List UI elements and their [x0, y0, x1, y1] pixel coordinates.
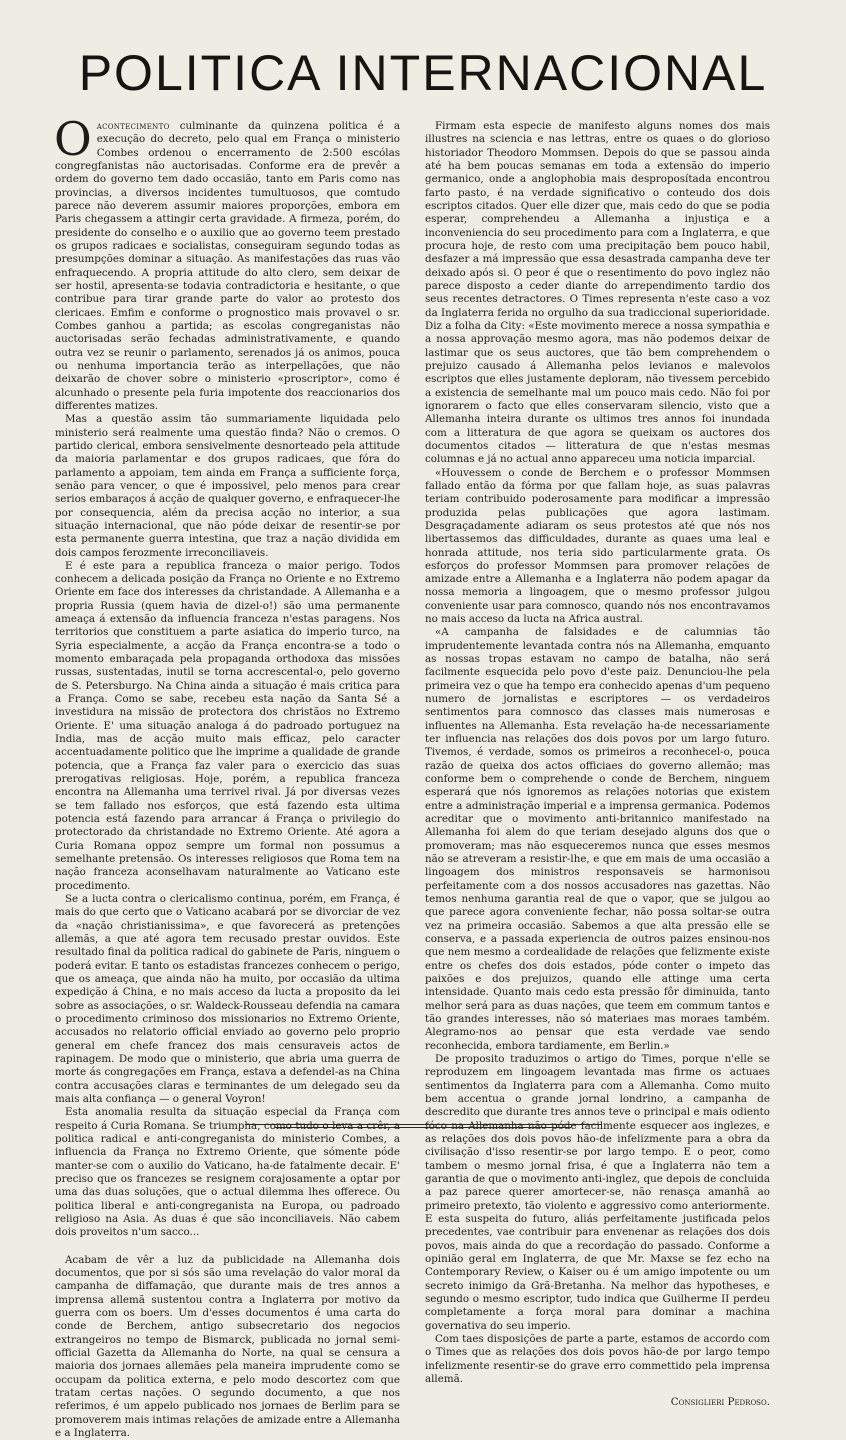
- author-signature: Consiglieri Pedroso.: [670, 1396, 770, 1409]
- paragraph: E é este para a republica franceza o maior perigo. Todos conhecem a delicada posição da França no Oriente e no Extremo Oriente em face dos interesses da christandade. A Allemanha e a propria Russia (quem havia de dizel-o!) são uma permanente ameaça á extensão da influencia franceza n'estas paragens. Nos territorios que constituem a parte asiatica do imperio turco, na Syria especialmente, a acção da França encontra-se a todo o momento embaraçada pela propaganda orthodoxa das missões russas, sustentadas, inutil se torna accrescental-o, pelo governo de S. Petersburgo. Na China ainda a situação é mais critica para a França. Como se sabe, recebeu esta nação da Santa Sé a investidura na missão de protectora dos christãos no Extremo Oriente. E' uma situação analoga á do padroado portuguez na India, mas de acção muito mais efficaz, pelo caracter accentuadamente politico que lhe imprime a qualidade de grande potencia, que a França faz valer para o exercicio das suas prerogativas religiosas. Hoje, porém, a republica franceza encontra na Allemanha uma terrivel rival. Já por diversas vezes se tem fallado nos esforços, que está fazendo esta ultima potencia está fazendo para arrancar á França o privilegio do protectorado da christandade no Extremo Oriente. Até agora a Curia Romana oppoz sempre um formal non possumus a semelhante pretensão. Os interesses religiosos que Roma tem na nação franceza aconselhavam naturalmente ao Vaticano este procedimento.: [55, 559, 400, 892]
- right-column: [425, 120, 770, 1409]
- paragraph: Acabam de vêr a luz da publicidade na Allemanha dois documentos, que por si sós são uma revelação do valor moral da campanha de diffamação, que durante mais de tres annos a imprensa allemã sustentou contra a Inglaterra por motivo da guerra com os boers. Um d'esses documentos é uma carta do conde de Berchem, antigo subsecretario dos negocios extrangeiros no tempo de Bismarck, publicada no jornal semi-official Gazetta da Allemanha do Norte, na qual se censura a maioria dos jornaes allemães pela maneira imprudente como se occupam da politica externa, e pelo modo descortez com que tratam certas nações. O segundo documento, a que nos referimos, é um appelo publicado nos jornaes de Berlim para se promoverem mais intimas relações de amizade entre a Allemanha e a Inglaterra.: [55, 1253, 400, 1439]
- left-column: [54, 112, 400, 1439]
- paragraph: De proposito traduzimos o artigo do Times, porque n'elle se reproduzem em lingoagem levantada mas firme os actuaes sentimentos da Inglaterra para com a Allemanha. Como muito bem accentua o grande jornal londrino, a campanha de descredito que durante tres annos teve o principal e mais odiento fóco na Allemanha não póde facilmente esquecer aos inglezes, e as relações dos dois povos hão-de infelizmente para a obra da civilisação d'isso resentir-se por largo tempo. E o peor, como tambem o mesmo jornal frisa, é que a Inglaterra não tem a garantia de que o movimento anti-inglez, que depois de concluida a paz parece querer amortecer-se, não renasça amanhã ao primeiro pretexto, tão violento e aggressivo como anteriormente. E esta suspeita do futuro, aliás perfeitamente justificada pelos precedentes, vae contribuir para envenenar as relações dos dois povos, mais ainda do que a recordação do passado. Conforme a opinião geral em Inglaterra, de que Mr. Maxse se fez echo na Contemporary Review, o Kaiser ou é um amigo impotente ou um secreto inimigo da Grã-Bretanha. Na melhor das hypotheses, e segundo o mesmo escriptor, tudo indica que Guilherme II perdeu completamente a força moral para dominar a machina governativa do seu imperio.: [425, 1052, 770, 1332]
- paragraph: Esta anomalia resulta da situação especial da França com respeito á Curia Romana. Se triumpha, como tudo o leva a crêr, a politica radical e anti-congreganista do ministerio Combes, a influencia da França no Extremo Oriente, que sómente póde manter-se com o auxilio do Vaticano, ha-de fatalmente decair. E' preciso que os francezes se resignem corajosamente a optar por uma das duas soluções, que o actual dilemma lhes offerece. Ou politica liberal e anti-congreganista na Europa, ou padroado religioso na Asia. As duas é que são inconciliaveis. Não cabem dois proveitos n'um sacco...: [55, 1106, 400, 1239]
- drop-cap: O: [54, 112, 92, 166]
- paragraph: Com taes disposições de parte a parte, estamos de accordo com o Times que as relações dos dois povos hão-de por largo tempo infelizmente resentir-se do grave erro commettido pela imprensa allemã.: [425, 1332, 770, 1385]
- end-rule-short: [275, 1127, 571, 1128]
- lead-word: acontecimento: [96, 120, 170, 132]
- paragraph: «Houvessem o conde de Berchem e o professor Mommsen fallado então da fórma por que fallam hoje, as suas palavras teriam contribuido poderosamente para modificar a impressão produzida pelas publicações que agora lastimam. Desgraçadamente adiaram os seus protestos até que nós nos libertassemos das difficuldades, durante as quaes uma leal e honrada attitude, nos teria sido particularmente grata. Os esforços do professor Mommsen para promover relações de amizade entre a Allemanha e a Inglaterra não podem apagar da nossa memoria a lingoagem, que o mesmo professor julgou conveniente usar para comnosco, quando nós nos encontravamos no mais acceso da lucta na Africa austral.: [425, 466, 770, 626]
- page-title: POLITICA INTERNACIONAL: [78, 45, 768, 101]
- paragraph: «A campanha de falsidades e de calumnias tão imprudentemente levantada contra nós na Allemanha, emquanto as nossas tropas estavam no campo de batalha, não será facilmente esquecida pelo povo d'este paiz. Denunciou-lhe pela primeira vez o que ha tempo era conhecido apenas d'um pequeno numero de jornalistas e escriptores — os verdadeiros sentimentos para comnosco das classes mais numerosas e influentes na Allemanha. Esta revelação ha-de necessariamente ter influencia nas relações dos dois povos por um largo futuro. Tivemos, é verdade, somos os primeiros a reconhecel-o, pouca razão de queixa dos actos officiaes do governo allemão; mas conforme bem o comprehende o conde de Berchem, ninguem esperará que nós ignoremos as relações notorias que existem entre a administração imperial e a imprensa germanica. Podemos acreditar que o movimento anti-britannico manifestado na Allemanha foi alem do que teriam desejado alguns dos que o promoveram; mas não esqueceremos nunca que esses mesmos não se atreveram a resistir-lhe, e que em mais de uma occasião a lingoagem dos ministros responsaveis se harmonisou perfeitamente com a dos nossos accusadores nas gazettas. Não temos nenhuma garantia real de que o vapor, que se julgou ao que parece agora conveniente fechar, não possa soltar-se outra vez na primeira occasião. Sabemos a que alta pressão elle se conserva, e a passada experiencia de outros paizes ensinou-nos que nem mesmo a cordealidade de relações que felizmente existe entre os chefes dos dois estados, póde conter o impeto das paixões e dos prejuizos, quando elle attinge uma certa intensidade. Quanto mais cedo esta pressão fôr diminuida, tanto melhor será para as duas nações, que teem em commum tantos e tão grandes interesses, não só materiaes mas moraes também. Alegramo-nos ao pensar que esta verdade vae sendo reconhecida, embora tardiamente, em Berlin.»: [425, 626, 770, 1052]
- paragraph-text: culminante da quinzena politica é a execução do decreto, pelo qual em França o ministerio Combes ordenou o encerramento de 2:500 escólas congregfanistas não auctorisadas. Conforme era de prevêr a ordem do governo tem dado occasião, tanto em Paris como nas provincias, a diversos incidentes tumultuosos, que comtudo parece não deverem assumir maiores proporções, embora em Paris chegassem a attingir certa gravidade. A firmeza, porém, do presidente do conselho e o auxilio que ao governo teem prestado os grupos radicaes e socialistas, conseguiram segundo todas as presumpções dominar a situação. As manifestações das ruas vão enfraquecendo. A propria attitude do alto clero, sem deixar de ser hostil, apresenta-se todavia contradictoria e hesitante, o que contribue para tirar grande parte do valor ao protesto dos clericaes. Emfim e conforme o prognostico mais provavel o sr. Combes ganhou a partida; as escolas congreganistas não auctorisadas serão fechadas administrativamente, e quando outra vez se reunir o parlamento, serenados já os animos, pouca ou nenhuma importancia terão as interpellações, que não deixarão de chover sobre o ministerio «proscriptor», como é alcunhado o presente pela furia impotente dos reaccionarios dos differentes matizes.: [55, 120, 400, 412]
- paragraph: Firmam esta especie de manifesto alguns nomes dos mais illustres na sciencia e nas lettras, entre os quaes o do glorioso historiador Theodoro Mommsen. Depois do que se passou ainda até ha bem poucas semanas em toda a extensão do imperio germanico, onde a anglophobia mais desproposítada encontrou farto pasto, é na verdade significativo o conteudo dos dois escriptos citados. Quer elle dizer que, mais cedo do que se podia esperar, comprehendeu a Allemanha a injustiça e a inconveniencia do seu procedimento para com a Inglaterra, e que procura hoje, de resto com uma precipitação bem pouco habil, desfazer a má impressão que essa desastrada campanha deve ter deixado após si. O peor é que o resentimento do povo inglez não parece disposto a ceder diante do arrependimento tardio dos seus recentes detractores. O Times representa n'este caso a voz da Inglaterra ferida no orgulho da sua tradiccional superioridade. Diz a folha da City: «Este movimento merece a nossa sympathia e a nossa approvação mesmo agora, mas não podemos deixar de lastimar que os seus auctores, que tão bem comprehendem o prejuizo causado á Allemanha pelos levianos e malevolos escriptos que elles justamente deploram, não tivessem percebido a existencia de semelhante mal um pouco mais cedo. Não foi por ignorarem o facto que elles conservaram silencio, visto que a Allemanha inteira durante os ultimos tres annos foi inundada com a litteratura de que agora se queixam os auctores dos documentos citados — litteratura de que n'estas mesmas columnas e já no actual anno appareceu uma noticia imparcial.: [425, 120, 770, 466]
- paragraph: Mas a questão assim tão summariamente liquidada pelo ministerio será realmente uma questão finda? Não o cremos. O partido clerical, embora sensivelmente desnorteado pela attitude da maioria parlamentar e dos grupos radicaes, que fóra do parlamento a appoiam, tem ainda em França a sufficiente força, senão para vencer, o que é impossivel, pelo menos para crear serios embaraços á acção de qualquer governo, e enfraquecer-lhe por consequencia, além da precisa acção no interior, a sua situação internacional, que não póde deixar de resentir-se por esta permanente guerra intestina, que traz a nação dividida em dois campos ferozmente irreconciliaveis.: [55, 413, 400, 559]
- end-rule: [245, 1124, 601, 1125]
- paragraph: Se a lucta contra o clericalismo continua, porém, em França, é mais do que certo que o Vaticano acabará por se divorciar de vez da «nação christianissima», e que favorecerá as pretenções allemãs, a que até agora tem recusado prestar ouvidos. Este resultado final da politica radical do gabinete de Paris, ninguem o poderá evitar. E tanto os estadistas francezes conhecem o perigo, que os ameaça, que ainda não ha muito, por occasião da ultima expedição á China, e no mais acceso da lucta a proposito da lei sobre as associações, o sr. Waldeck-Rousseau defendia na camara o procedimento criminoso dos missionarios no Extremo Oriente, accusados no relatorio official enviado ao governo pelo proprio general em chefe francez dos mais censuraveis actos de rapinagem. De modo que o ministerio, que abria uma guerra de morte ás congregações em França, estava a defendel-as na China contra accusações claras e terminantes de um delegado seu da mais alta confiança — o general Voyron!: [55, 893, 400, 1105]
- paragraph: [54, 112, 400, 413]
